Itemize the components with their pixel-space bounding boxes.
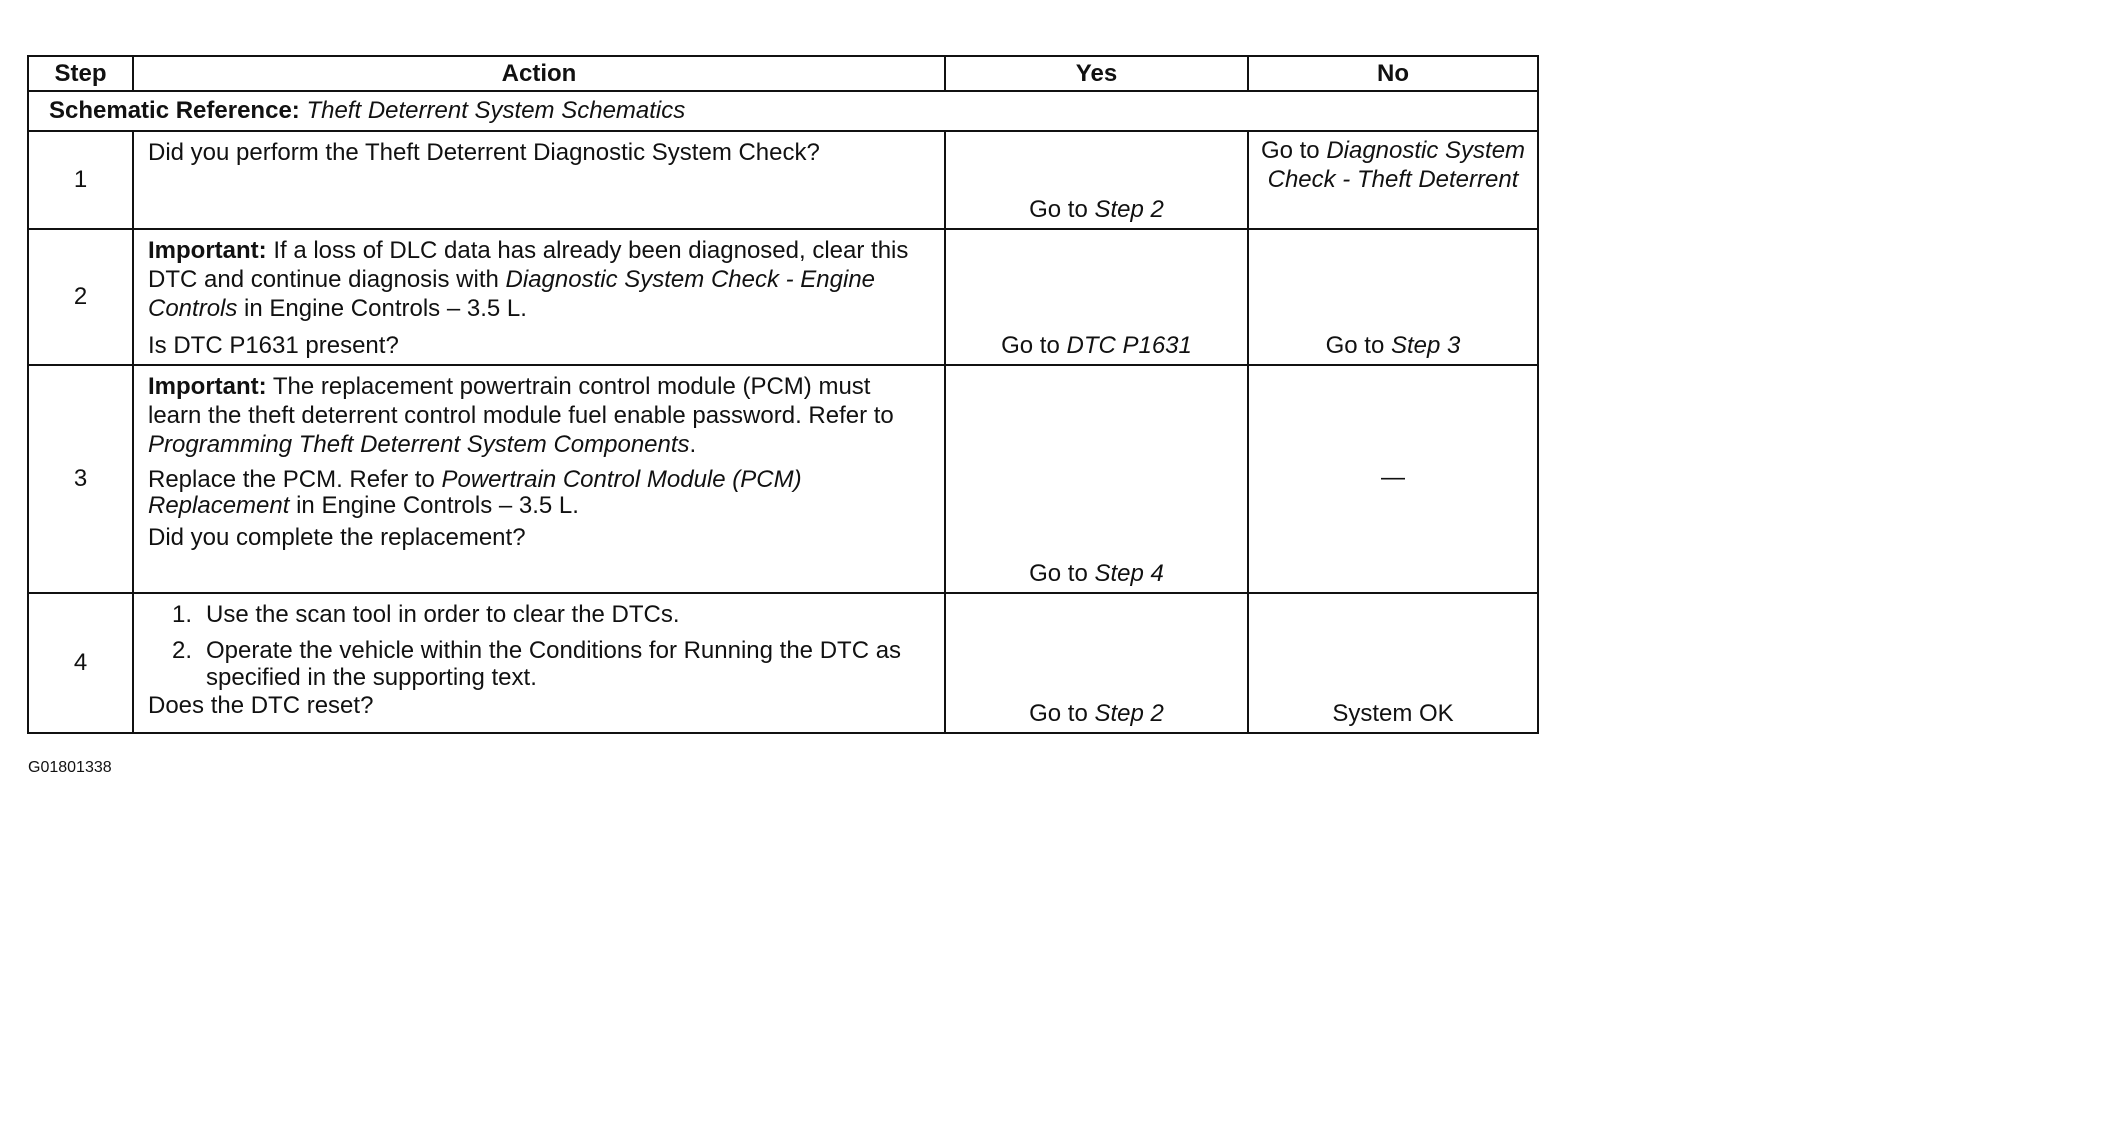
header-yes: Yes [945, 56, 1248, 91]
table-row [28, 365, 1538, 593]
table-row [28, 593, 1538, 733]
yes-prefix: Go to [1001, 332, 1067, 359]
header-action: Action [133, 56, 945, 91]
yes-cell [945, 229, 1248, 365]
list-item-number: 2. [172, 637, 193, 664]
important-label: Important: [148, 373, 267, 400]
schematic-reference-link[interactable]: Theft Deterrent System Schematics [306, 97, 686, 124]
step-number: 4 [28, 593, 133, 733]
important-text: If a loss of DLC data has already been diagnosed, clear this DTC and continue diagnosis with [148, 237, 909, 293]
important-note [148, 372, 930, 459]
important-text-end: in Engine Controls – 3.5 L. [237, 295, 527, 322]
header-step: Step [28, 56, 133, 91]
table-header-row [28, 56, 1538, 91]
step-number: 3 [28, 365, 133, 593]
list-item [148, 600, 930, 629]
important-note [148, 236, 930, 323]
yes-prefix: Go to [1029, 196, 1095, 223]
step-number: 1 [28, 131, 133, 229]
yes-link[interactable]: Step 2 [1094, 196, 1164, 223]
schematic-reference-row [28, 91, 1538, 131]
yes-link[interactable]: Step 2 [1094, 700, 1164, 727]
list-item-text: Operate the vehicle within the Conditions for Running the DTC as specified in the supporting text. [206, 637, 902, 691]
replace-text-end: in Engine Controls – 3.5 L. [289, 492, 579, 519]
replace-text: Replace the PCM. Refer to [148, 466, 442, 493]
yes-cell [945, 365, 1248, 593]
important-link[interactable]: Programming Theft Deterrent System Components [148, 431, 690, 458]
list-item-number: 1. [172, 601, 193, 628]
no-cell [1248, 131, 1538, 229]
instruction-list [148, 600, 930, 691]
no-prefix: Go to [1325, 332, 1391, 359]
no-cell [1248, 593, 1538, 733]
header-no: No [1248, 56, 1538, 91]
no-link[interactable]: Diagnostic System Check - Theft Deterrent [1267, 137, 1526, 193]
replace-instruction [148, 467, 930, 519]
yes-prefix: Go to [1029, 560, 1095, 587]
action-cell [133, 593, 945, 733]
action-question: Did you complete the replacement? [148, 524, 526, 551]
no-prefix: Go to [1260, 137, 1327, 164]
table-row [28, 229, 1538, 365]
table-row [28, 131, 1538, 229]
important-text: The replacement powertrain control module (PCM) must learn the theft deterrent control module fuel enable password. Refer to [148, 373, 894, 429]
figure-id: G01801338 [28, 759, 112, 776]
yes-link[interactable]: Step 4 [1094, 560, 1164, 587]
important-label: Important: [148, 237, 267, 264]
important-text-end: . [689, 431, 697, 458]
no-cell [1248, 229, 1538, 365]
no-text: System OK [1332, 700, 1454, 727]
yes-prefix: Go to [1029, 700, 1095, 727]
schematic-reference-label: Schematic Reference: [49, 97, 300, 124]
no-dash: — [1381, 463, 1405, 491]
yes-link[interactable]: DTC P1631 [1066, 332, 1192, 359]
yes-cell [945, 593, 1248, 733]
no-cell [1248, 365, 1538, 593]
action-question: Is DTC P1631 present? [148, 332, 399, 359]
step-number: 2 [28, 229, 133, 365]
schematic-reference-cell [28, 91, 1538, 131]
action-cell [133, 131, 945, 229]
diagnostic-table [27, 55, 1539, 734]
action-cell [133, 229, 945, 365]
important-link[interactable]: Diagnostic System Check - Engine Controls [148, 266, 876, 322]
replace-link[interactable]: Powertrain Control Module (PCM) Replacement [148, 466, 802, 519]
action-question: Does the DTC reset? [148, 692, 374, 719]
list-item-text: Use the scan tool in order to clear the DTCs. [206, 601, 680, 628]
action-text: Did you perform the Theft Deterrent Diagnostic System Check? [148, 139, 820, 166]
yes-cell [945, 131, 1248, 229]
list-item [148, 637, 930, 691]
action-cell [133, 365, 945, 593]
no-link[interactable]: Step 3 [1390, 332, 1461, 359]
